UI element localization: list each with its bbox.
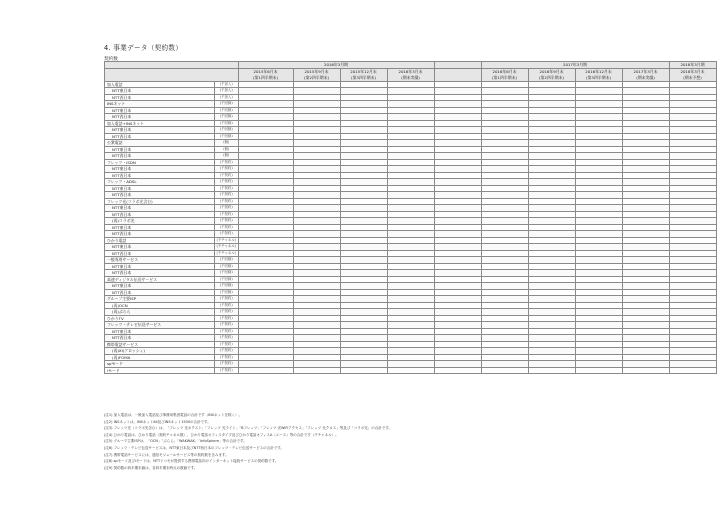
row-unit: (千契約) [215, 322, 239, 329]
row-label: NTT東日本 [105, 224, 215, 231]
row-unit: (千加入) [215, 81, 239, 88]
row-label: (再)OCN [105, 302, 215, 309]
row-unit: (千契約) [215, 328, 239, 335]
column-header: 2016年6月末 (第1四半期末) [481, 68, 528, 81]
column-header: 2015年9月末 (第2四半期末) [293, 68, 340, 81]
row-label: NTT西日本 [105, 211, 215, 218]
value-cell [669, 367, 716, 374]
row-unit: (千契約) [215, 296, 239, 303]
row-unit: (千回線) [215, 283, 239, 290]
row-label: (再)Xi(クロッシィ) [105, 348, 215, 355]
row-label: NTT西日本 [105, 114, 215, 121]
row-label: NTT西日本 [105, 250, 215, 257]
row-label: 携帯電話サービス [105, 341, 215, 348]
row-unit: (千回線) [215, 270, 239, 277]
row-label: NTT西日本 [105, 153, 215, 160]
row-unit: (個) [215, 140, 239, 147]
column-header: 2015年12月末 (第3四半期末) [340, 68, 387, 81]
row-label: NTT西日本 [105, 231, 215, 238]
row-unit: (個) [215, 146, 239, 153]
column-header: 2016年9月末 (第2四半期末) [528, 68, 575, 81]
row-label: NTT東日本 [105, 88, 215, 95]
value-cell [387, 367, 434, 374]
table-row [105, 367, 717, 374]
row-label: フレッツ・テレビ伝送サービス [105, 322, 215, 329]
value-cell [481, 367, 528, 374]
footnote: (注4) ひかり電話は、ひかり電話（契約チャネル数）、ひかり電話オフィスタイプ及びひかり電話オフィスA（エース）等の合計です（千チャネル）。 [104, 432, 339, 437]
row-unit: (千契約) [215, 302, 239, 309]
row-label: NTT西日本 [105, 133, 215, 140]
row-label: NTT東日本 [105, 166, 215, 173]
row-unit: (千契約) [215, 205, 239, 212]
row-unit: (千契約) [215, 361, 239, 368]
row-label: NTT西日本 [105, 289, 215, 296]
row-unit: (千回線) [215, 114, 239, 121]
footnote: (注7) 携帯電話サービスには、通信モジュールサービス等の契約数を含みます。 [104, 452, 229, 457]
row-unit: (千回線) [215, 263, 239, 270]
fy-group-header: 2016年3月期 [238, 62, 434, 69]
row-label: 加入電話+INSネット [105, 120, 215, 127]
row-unit: (千回線) [215, 101, 239, 108]
row-unit: (千契約) [215, 335, 239, 342]
corner-header [105, 68, 239, 81]
fy-group-header: 2018年3月期 [669, 62, 716, 69]
row-label: NTT東日本 [105, 107, 215, 114]
row-unit: (千契約) [215, 198, 239, 205]
row-label: (再)FOMA [105, 354, 215, 361]
footnote: (注9) 契約数の四半期末値は、各四半期末時点の数値です。 [104, 465, 198, 470]
row-unit: (千回線) [215, 257, 239, 264]
row-label: NTT西日本 [105, 94, 215, 101]
row-unit: (千契約) [215, 309, 239, 316]
footnote: (注3) フレッツ光（コラボ光含む）は、「フレッツ 光ネクスト」「フレッツ 光ライト」「Bフレッツ」「フレッツ 光WiFiアクセス」「フレッツ 光クロス」等及び「コラボ光」の合計です。 [104, 426, 392, 431]
row-unit: (千回線) [215, 289, 239, 296]
row-label: NTT西日本 [105, 172, 215, 179]
row-unit: (千契約) [215, 179, 239, 186]
row-label: NTT東日本 [105, 127, 215, 134]
row-label: フレッツ光(コラボ光含む) [105, 198, 215, 205]
value-cell [622, 367, 669, 374]
row-label: ひかり電話 [105, 237, 215, 244]
row-label: NTT東日本 [105, 185, 215, 192]
row-unit: (個) [215, 153, 239, 160]
row-label: spモード [105, 361, 215, 368]
row-unit: (千回線) [215, 133, 239, 140]
contracts-table [104, 61, 717, 374]
value-cell [340, 367, 387, 374]
page-title: 4. 事業データ（契約数） [104, 44, 183, 52]
row-label: (再)コラボ光 [105, 218, 215, 225]
row-label: NTT西日本 [105, 192, 215, 199]
row-unit: (千契約) [215, 159, 239, 166]
row-unit: (千チャネル) [216, 250, 236, 255]
row-label: NTT東日本 [105, 328, 215, 335]
column-header: 2015年6月末 (第1四半期末) [238, 68, 293, 81]
row-label: NTT東日本 [105, 244, 215, 251]
row-label: iモード [105, 367, 215, 374]
row-label: NTT西日本 [105, 335, 215, 342]
row-unit: (千契約) [215, 166, 239, 173]
row-label: (再)ぷらら [105, 309, 215, 316]
value-cell [293, 367, 340, 374]
column-header: 2018年3月末 (期末予想) [669, 68, 716, 81]
footnote: (注5) グループ主要ISPは、「OCN」「ぷらら」「WAKWAK」「InfoSphere」等の合計です。 [104, 439, 247, 444]
row-unit: (千契約) [215, 224, 239, 231]
row-unit: (千回線) [215, 120, 239, 127]
row-unit: (千加入) [215, 88, 239, 95]
row-unit: (千契約) [215, 348, 239, 355]
value-cell [575, 367, 622, 374]
footnote: (注8) spモード及びiモードは、NTTドコモが提供する携帯電話向けインターネット接続サービスの契約数です。 [104, 459, 279, 464]
row-label: 高速ディジタル伝送サービス [105, 276, 215, 283]
value-cell [528, 367, 575, 374]
row-unit: (千加入) [215, 94, 239, 101]
footnotes [104, 412, 708, 471]
row-unit: (千契約) [215, 315, 239, 322]
row-unit: (千契約) [215, 172, 239, 179]
row-label: NTT東日本 [105, 146, 215, 153]
row-label: グループ主要ISP [105, 296, 215, 303]
row-unit: (千契約) [215, 231, 239, 238]
row-label: INSネット [105, 101, 215, 108]
row-unit: (千契約) [215, 341, 239, 348]
footnote: (注2) INSネットは、INSネット64及びINSネット1500の合計です。 [104, 419, 211, 424]
column-header: 2017年3月末 (期末実績) [622, 68, 669, 81]
column-separator [434, 68, 481, 81]
fy-group-header: 2017年3月期 [481, 62, 669, 69]
row-label: 公衆電話 [105, 140, 215, 147]
row-unit: (千契約) [215, 354, 239, 361]
row-label: NTT東日本 [105, 283, 215, 290]
row-label: フレッツ・ISDN [105, 159, 215, 166]
value-cell [238, 367, 293, 374]
row-label: 加入電話 [105, 81, 215, 88]
section-subtitle: 契約数 [104, 57, 118, 62]
row-unit: (千回線) [215, 107, 239, 114]
row-unit: (千契約) [215, 192, 239, 199]
row-unit: (千契約) [215, 211, 239, 218]
row-label: 一般専用サービス [105, 257, 215, 264]
row-label: NTT東日本 [105, 263, 215, 270]
row-unit: (千契約) [215, 367, 239, 374]
row-unit: (千チャネル) [216, 237, 236, 242]
footnote: (注1) 加入電話は、一般加入電話及び事務用集団電話の合計です（INSネットを除く）。 [104, 413, 242, 417]
table-body [105, 81, 717, 374]
row-label: ひかりTV [105, 315, 215, 322]
row-label: NTT東日本 [105, 205, 215, 212]
row-unit: (千契約) [215, 185, 239, 192]
column-header: 2016年12月末 (第3四半期末) [575, 68, 622, 81]
row-unit: (千契約) [215, 218, 239, 225]
row-unit: (千チャネル) [216, 244, 236, 248]
footnote: (注6) フレッツ・テレビ伝送サービスは、NTT東日本及びNTT西日本のフレッツ・テレビ伝送サービスの合計です。 [104, 445, 284, 450]
row-label: フレッツ・ADSL [105, 179, 215, 186]
row-unit: (千回線) [215, 276, 239, 283]
column-separator [434, 367, 481, 374]
row-label: NTT西日本 [105, 270, 215, 277]
column-header: 2016年3月末 (期末実績) [387, 68, 434, 81]
row-unit: (千回線) [215, 127, 239, 134]
